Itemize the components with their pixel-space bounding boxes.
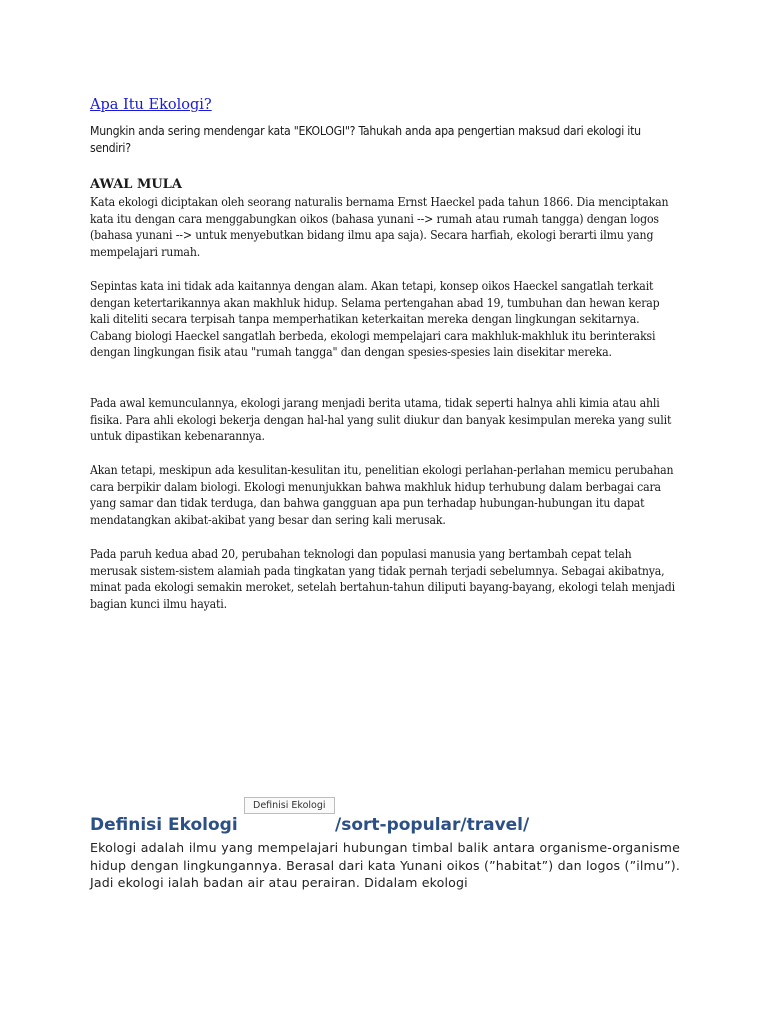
url-path-text[interactable]: /sort-popular/travel/ — [335, 815, 530, 835]
intro-paragraph: Mungkin anda sering mendengar kata "EKOLOGI"? Tahukah anda apa pengertian maksud dari ekologi itu sendiri? — [90, 124, 641, 155]
paragraph-4: Akan tetapi, meskipun ada kesulitan-kesulitan itu, penelitian ekologi perlahan-perlahan memicu perubahan cara berpikir dalam biologi. Ekologi menunjukkan bahwa makhluk hidup terhubung dalam berbagai cara yang samar dan tidak terduga, dan bahwa gangguan apa pun terhadap hubungan-hubungan itu dapat mendatangkan akibat-akibat yang besar dan sering kali merusak. — [90, 463, 674, 527]
definition-title: Definisi Ekologi — [90, 815, 238, 835]
definition-body: Ekologi adalah ilmu yang mempelajari hubungan timbal balik antara organisme-organisme hidup dengan lingkungannya. Berasal dari kata Yunani oikos (”habitat”) dan logos (”ilmu”). Jadi ekologi ialah badan air atau perairan. Didalam ekologi — [90, 840, 680, 891]
paragraph-1: Kata ekologi diciptakan oleh seorang naturalis bernama Ernst Haeckel pada tahun 1866. Dia menciptakan kata itu dengan cara menggabungkan oikos (bahasa yunani --> rumah atau rumah tangga) dengan logos (bahasa yunani --> untuk menyebutkan bidang ilmu apa saja). Secara harfiah, ekologi berarti ilmu yang mempelajari rumah. — [90, 195, 669, 259]
article-title-link[interactable]: Apa Itu Ekologi? — [90, 97, 212, 113]
paragraph-3: Pada awal kemunculannya, ekologi jarang menjadi berita utama, tidak seperti halnya ahli kimia atau ahli fisika. Para ahli ekologi bekerja dengan hal-hal yang sulit diukur dan banyak kesimpulan mereka yang sulit untuk dipastikan kebenarannya. — [90, 396, 672, 444]
section-heading: AWAL MULA — [90, 177, 182, 192]
paragraph-5: Pada paruh kedua abad 20, perubahan teknologi dan populasi manusia yang bertambah cepat telah merusak sistem-sistem alamiah pada tingkatan yang tidak pernah terjadi sebelumnya. Sebagai akibatnya, minat pada ekologi semakin meroket, setelah bertahun-tahun diliputi bayang-bayang, ekologi telah menjadi bagian kunci ilmu hayati. — [90, 547, 676, 611]
paragraph-2: Sepintas kata ini tidak ada kaitannya dengan alam. Akan tetapi, konsep oikos Haeckel sangatlah terkait dengan ketertarikannya akan makhluk hidup. Selama pertengahan abad 19, tumbuhan dan hewan kerap kali diteliti secara terpisah tanpa memperhatikan keterkaitan mereka dengan lingkungan sekitarnya. Cabang biologi Haeckel sangatlah berbeda, ekologi mempelajari cara makhluk-makhluk itu berinteraksi dengan lingkungan fisik atau "rumah tangga" dan dengan spesies-spesies lain disekitar mereka. — [90, 279, 660, 360]
image-tooltip: Definisi Ekologi — [244, 797, 335, 814]
